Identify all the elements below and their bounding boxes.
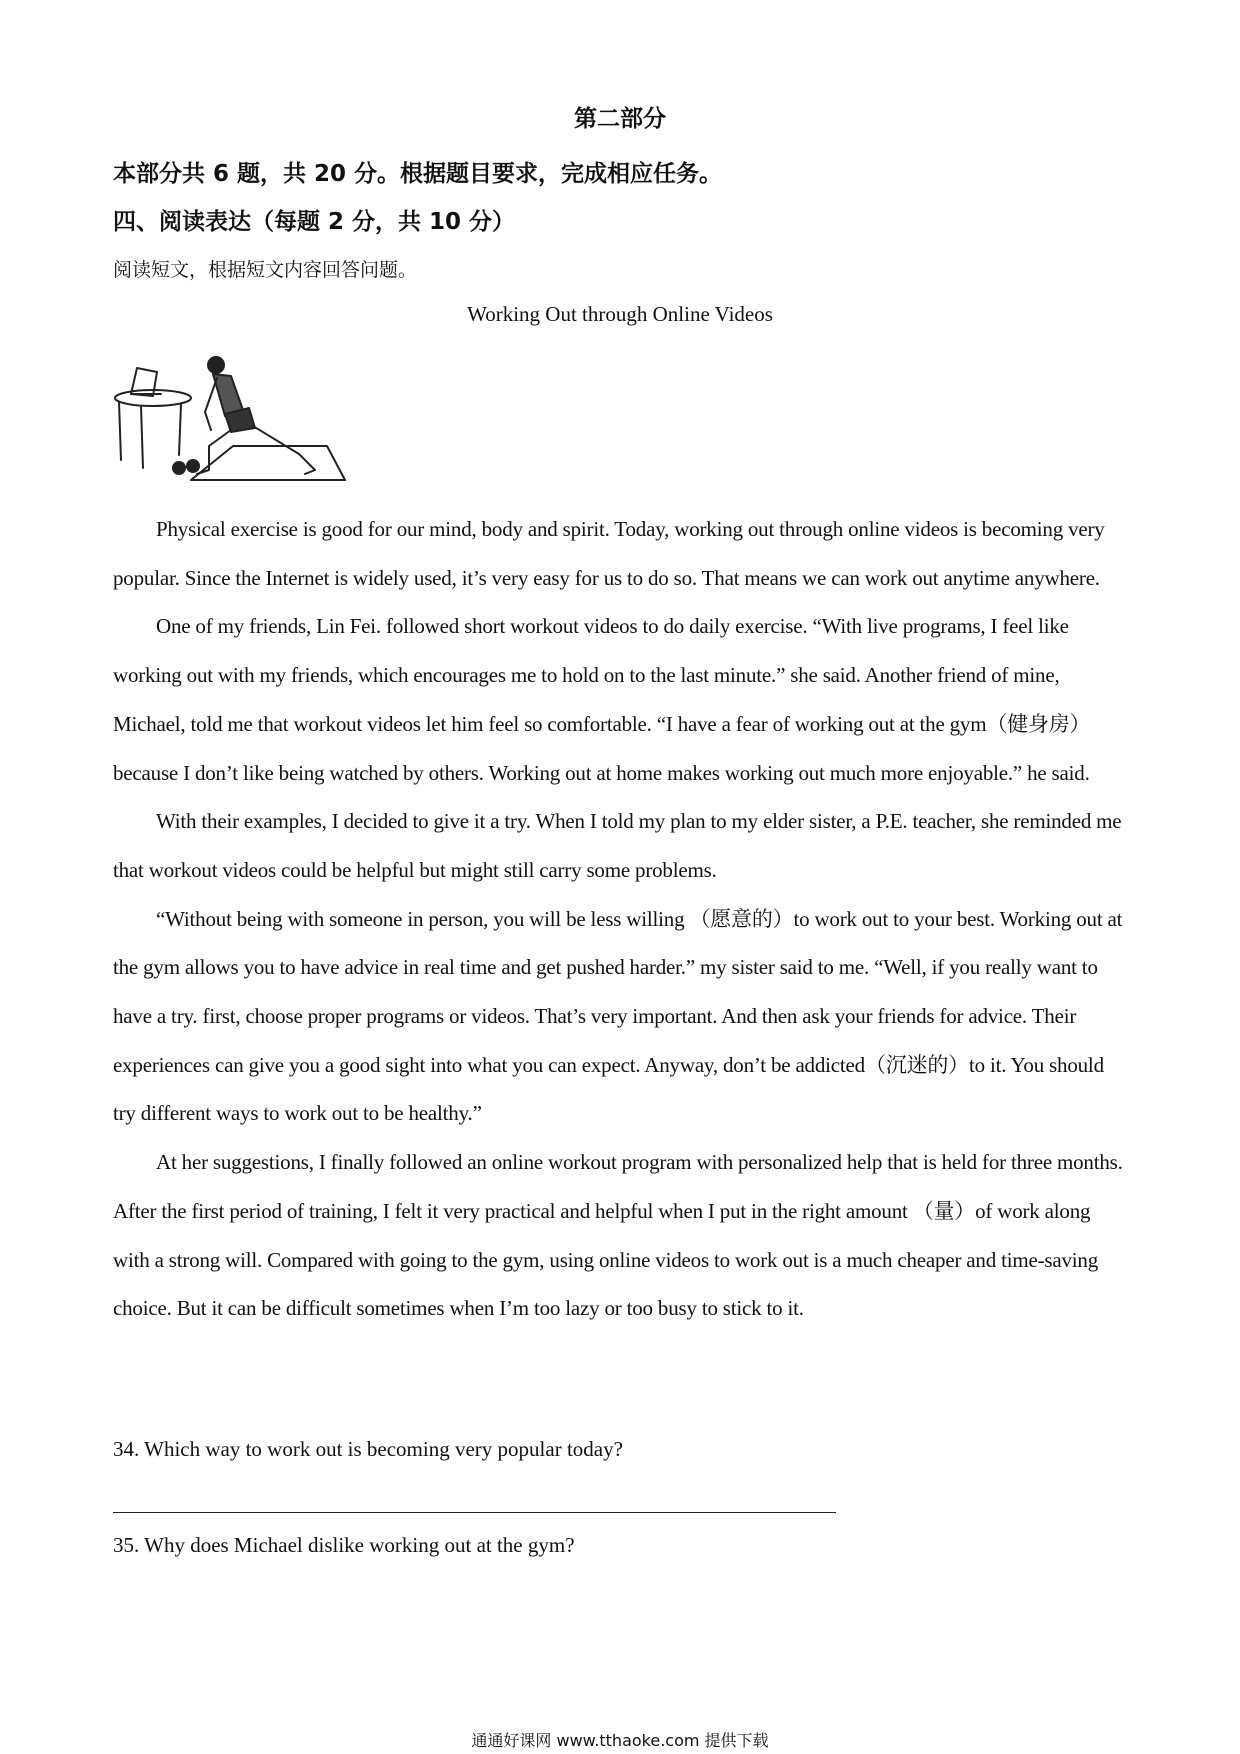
question-34: 34. Which way to work out is becoming very popular today? (113, 1437, 623, 1461)
part-heading: 四、阅读表达（每题 2 分，共 10 分） (113, 209, 516, 235)
section-title: 第二部分 (574, 106, 666, 132)
paragraph: At her suggestions, I finally followed an online workout program with personalized help that is held for three months. After the first period of training, I felt it very practical and helpful when I put in the right amount （量）of work along with a strong will. Compared with going to the gym, using online videos to work out is a much cheaper and time-saving choice. But it can be difficult sometimes when I’m too lazy or too busy to stick to it. (113, 1150, 1123, 1321)
section-intro: 本部分共 6 题，共 20 分。根据题目要求，完成相应任务。 (113, 161, 723, 187)
paragraph: With their examples, I decided to give it a try. When I told my plan to my elder sister, a P.E. teacher, she reminded me that workout videos could be helpful but might still carry some problems. (113, 809, 1122, 882)
passage-title: Working Out through Online Videos (467, 302, 773, 326)
paragraph: “Without being with someone in person, you will be less willing （愿意的）to work out to your best. Working out at the gym allows you to have advice in real time and get pushed harder.” my sister said to me. “Well, if you really want to have a try. first, choose proper programs or videos. That’s very important. And then ask your friends for advice. Their experiences can give you a good sight into what you can expect. Anyway, don’t be addicted（沉迷的）to it. You should try different ways to work out to be healthy.” (113, 906, 1123, 1126)
person-exercising-with-laptop-icon (113, 350, 353, 490)
passage-body (113, 505, 1128, 1333)
paragraph: One of my friends, Lin Fei. followed short workout videos to do daily exercise. “With live programs, I feel like working out with my friends, which encourages me to hold on to the last minute.” she said. Another friend of mine, Michael, told me that workout videos let him feel so comfortable. “I have a fear of working out at the gym（健身房）because I don’t like being watched by others. Working out at home makes working out much more enjoyable.” he said. (113, 614, 1091, 785)
footer-source: 通通好课网 www.tthaoke.com 提供下载 (471, 1731, 769, 1750)
answer-line-34[interactable] (113, 1512, 836, 1513)
paragraph: Physical exercise is good for our mind, body and spirit. Today, working out through online videos is becoming very popular. Since the Internet is widely used, it’s very easy for us to do so. That means we can work out anytime anywhere. (113, 517, 1105, 590)
instruction: 阅读短文，根据短文内容回答问题。 (113, 259, 418, 281)
question-35: 35. Why does Michael dislike working out at the gym? (113, 1533, 575, 1557)
